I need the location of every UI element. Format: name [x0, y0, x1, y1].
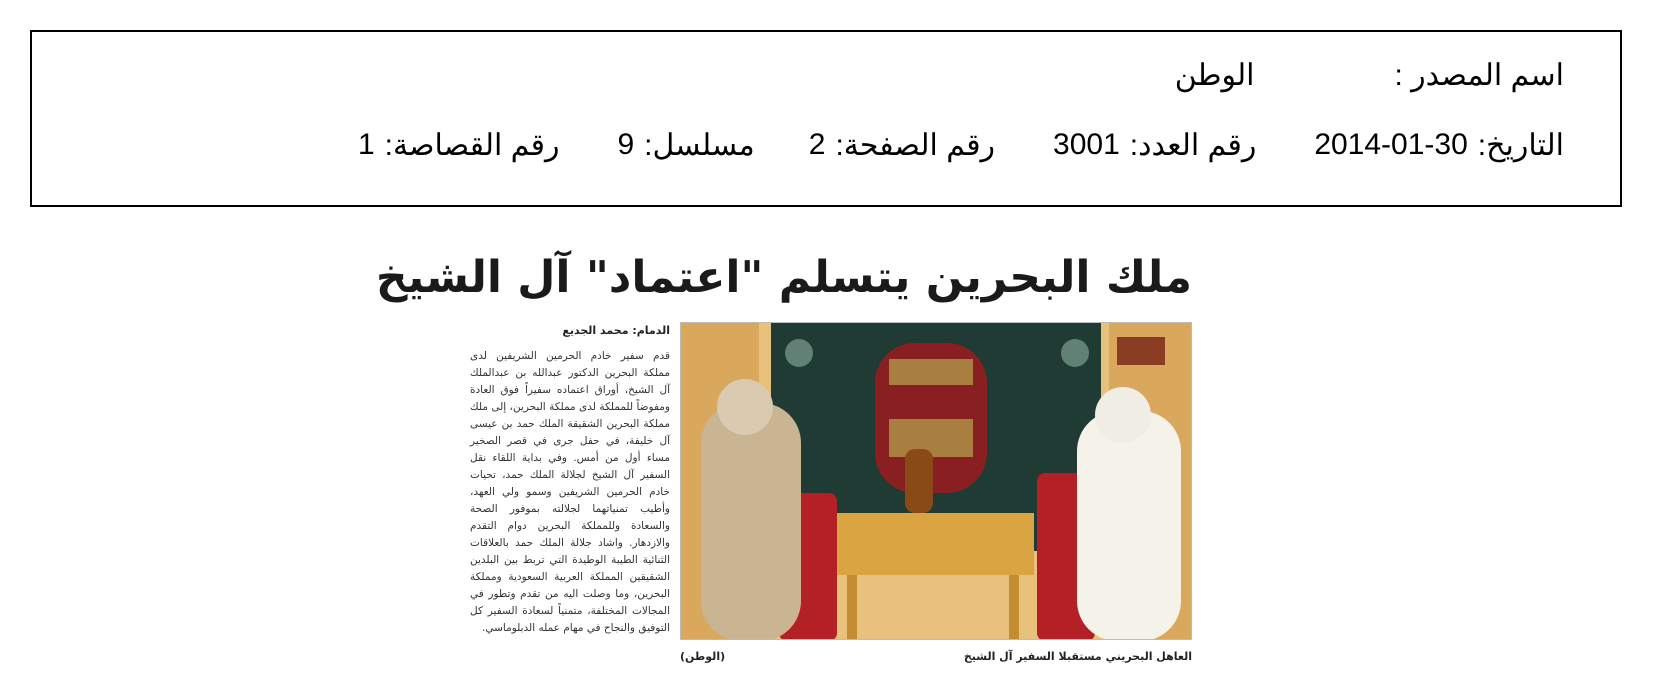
- details-line: [358, 128, 1564, 163]
- photo-credit: (الوطن): [680, 650, 726, 663]
- article-body: قدم سفير خادم الحرمين الشريفين لدى مملكة البحرين الدكتور عبدالله بن عبدالملك آل الشيخ، أوراق اعتماده سفيراً فوق العادة ومفوضاً للمملكة لدى مملكة البحرين، إلى ملك مملكة البحرين الشقيقة الملك حمد بن عيسى آل خليفة، في حفل جرى في قصر الصخير مساء أول من أمس. وفي بداية اللقاء نقل السفير آل الشيخ لجلالة الملك حمد، تحيات خادم الحرمين الشريفين وسمو ولي العهد، وأطيب تمنياتهما لجلالته بموفور الصحة والسعادة وللمملكة البحرين دوام التقدم والازدهار. واشاد جلالة الملك حمد بالعلاقات الثنائية الطيبة الوطيدة التي تربط بين البلدين الشقيقين المملكة العربية السعودية ومملكة البحرين، وما وصلت اليه من تقدم وتطور في المجالات المختلفة، متمنياً لسعادة السفير كل التوفيق والنجاح في مهام عمله الدبلوماسي.: [470, 350, 670, 634]
- issue-label: رقم العدد:: [1129, 129, 1257, 162]
- byline: الدمام: محمد الجديع: [562, 324, 670, 337]
- clip-label: رقم القصاصة:: [384, 129, 560, 162]
- issue-field: [1053, 128, 1256, 163]
- source-info-box: [30, 30, 1622, 207]
- photo-caption-row: [680, 650, 1192, 663]
- article-photo: [680, 322, 1192, 640]
- source-label: اسم المصدر :: [1394, 59, 1564, 92]
- page-value: 2: [808, 128, 826, 161]
- photo-illustration: [680, 323, 1191, 640]
- serial-field: [617, 128, 754, 163]
- news-clipping: [375, 240, 1192, 670]
- headline: ملك البحرين يتسلم "اعتماد" آل الشيخ: [375, 252, 1192, 303]
- clip-value: 1: [357, 128, 375, 161]
- page-field: [809, 128, 995, 163]
- source-value: الوطن: [1174, 59, 1255, 92]
- serial-label: مسلسل:: [644, 129, 755, 162]
- date-value: 2014-01-30: [1314, 128, 1468, 161]
- date-field: [1314, 128, 1564, 163]
- issue-value: 3001: [1053, 128, 1120, 161]
- source-line: [1175, 58, 1564, 93]
- clip-field: [358, 128, 560, 163]
- photo-caption: العاهل البحريني مستقبلا السفير آل الشيخ: [963, 650, 1192, 663]
- page-label: رقم الصفحة:: [835, 129, 996, 162]
- date-label: التاريخ:: [1477, 129, 1564, 162]
- serial-value: 9: [617, 128, 635, 161]
- source-field: [1175, 58, 1564, 93]
